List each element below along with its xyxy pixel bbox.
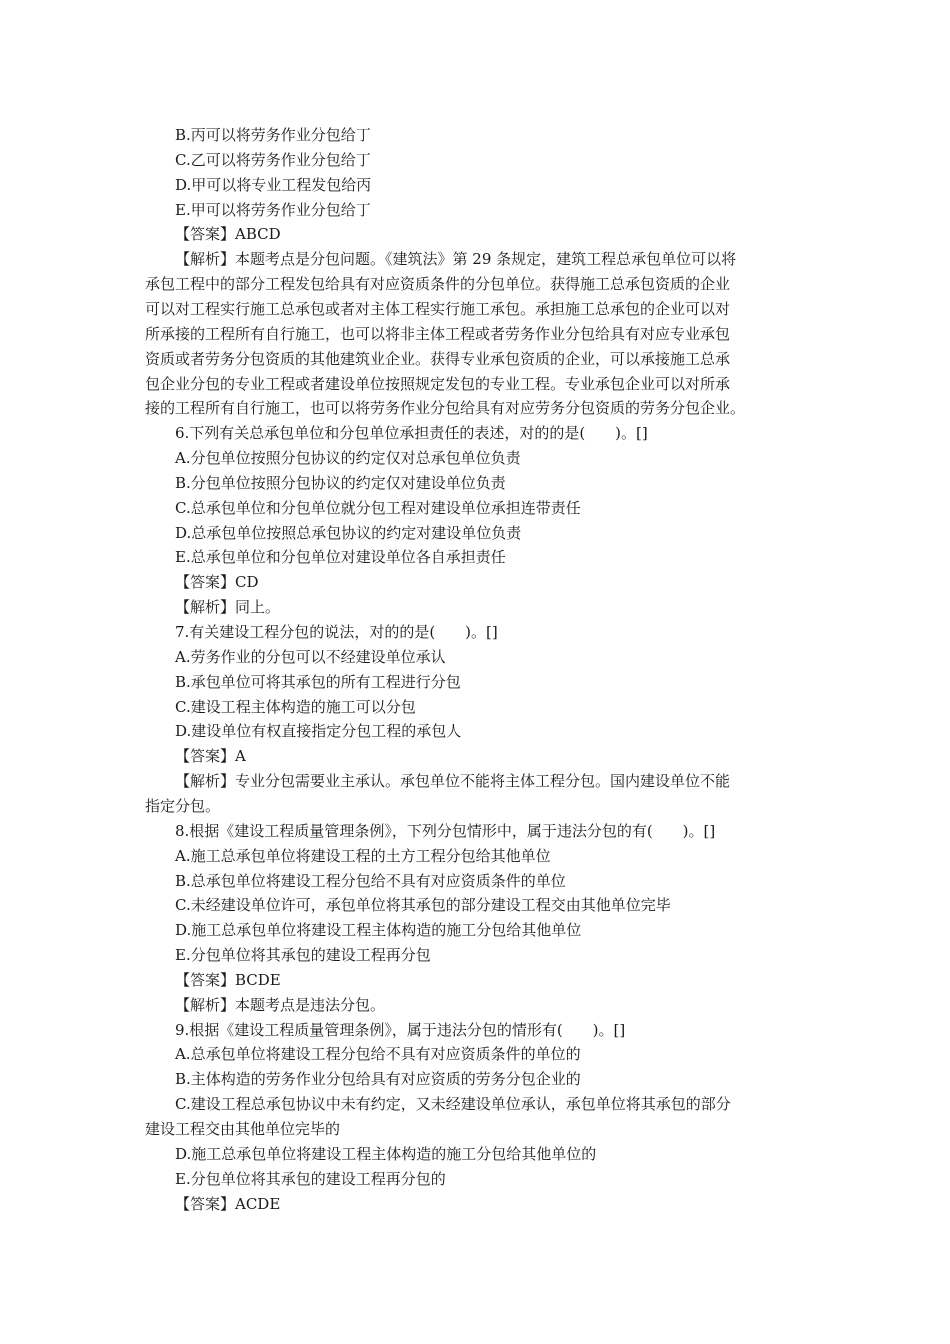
text-line: D.总承包单位按照总承包协议的约定对建设单位负责 — [175, 523, 522, 542]
text-line: A.分包单位按照分包协议的约定仅对总承包单位负责 — [175, 449, 521, 468]
text-line: 8.根据《建设工程质量管理条例》，下列分包情形中，属于违法分包的有( )。[] — [175, 821, 716, 840]
text-line: 【答案】ABCD — [175, 225, 281, 244]
text-line: D.甲可以将专业工程发包给丙 — [175, 175, 372, 194]
text-line: B.承包单位可将其承包的所有工程进行分包 — [175, 672, 461, 691]
text-line: 承包工程中的部分工程发包给具有对应资质条件的分包单位。获得施工总承包资质的企业 — [145, 275, 731, 294]
text-line: 9.根据《建设工程质量管理条例》，属于违法分包的情形有( )。[] — [175, 1020, 626, 1039]
text-line: E.分包单位将其承包的建设工程再分包 — [175, 946, 431, 965]
text-line: 资质或者劳务分包资质的其他建筑业企业。获得专业承包资质的企业，可以承接施工总承 — [145, 349, 731, 368]
text-line: C.乙可以将劳务作业分包给丁 — [175, 150, 371, 169]
text-line: A.劳务作业的分包可以不经建设单位承认 — [175, 647, 446, 666]
text-line: 7.有关建设工程分包的说法，对的的是( )。[] — [175, 623, 498, 641]
text-line: 【答案】ACDE — [175, 1194, 281, 1213]
text-line: D.建设单位有权直接指定分包工程的承包人 — [175, 722, 462, 741]
text-line: 【解析】本题考点是分包问题。《建筑法》第 29 条规定，建筑工程总承包单位可以将 — [175, 250, 737, 269]
text-line: 【答案】A — [175, 747, 246, 766]
text-line: C.总承包单位和分包单位就分包工程对建设单位承担连带责任 — [175, 498, 581, 517]
text-line: B.丙可以将劳务作业分包给丁 — [175, 126, 371, 144]
text-line: 指定分包。 — [145, 796, 221, 815]
text-line: 所承接的工程所有自行施工，也可以将非主体工程或者劳务作业分包给具有对应专业承包 — [145, 324, 731, 343]
text-line: A.施工总承包单位将建设工程的土方工程分包给其他单位 — [175, 846, 551, 865]
text-line: 6.下列有关总承包单位和分包单位承担责任的表述，对的的是( )。[] — [175, 424, 648, 443]
text-line: C.建设工程总承包协议中未有约定，又未经建设单位承认，承包单位将其承包的部分 — [175, 1095, 731, 1114]
text-line: 包企业分包的专业工程或者建设单位按照规定发包的专业工程。专业承包企业可以对所承 — [145, 374, 731, 393]
text-line: E.分包单位将其承包的建设工程再分包的 — [175, 1169, 446, 1188]
text-line: 【解析】专业分包需要业主承认。承包单位不能将主体工程分包。国内建设单位不能 — [175, 772, 731, 791]
text-line: 可以对工程实行施工总承包或者对主体工程实行施工承包。承担施工总承包的企业可以对 — [145, 299, 731, 318]
text-line: B.总承包单位将建设工程分包给不具有对应资质条件的单位 — [175, 871, 566, 890]
text-line: C.未经建设单位许可，承包单位将其承包的部分建设工程交由其他单位完毕 — [175, 896, 671, 915]
text-line: A.总承包单位将建设工程分包给不具有对应资质条件的单位的 — [175, 1045, 581, 1064]
text-line: 【答案】BCDE — [175, 970, 281, 989]
text-line: B.主体构造的劳务作业分包给具有对应资质的劳务分包企业的 — [175, 1070, 581, 1089]
text-line: D.施工总承包单位将建设工程主体构造的施工分包给其他单位的 — [175, 1144, 597, 1163]
text-line: D.施工总承包单位将建设工程主体构造的施工分包给其他单位 — [175, 921, 582, 940]
text-line: 【解析】同上。 — [175, 598, 281, 617]
text-line: E.甲可以将劳务作业分包给丁 — [175, 200, 371, 219]
text-line: 【解析】本题考点是违法分包。 — [175, 995, 386, 1014]
text-line: 建设工程交由其他单位完毕的 — [145, 1120, 341, 1138]
text-line: 接的工程所有自行施工，也可以将劳务作业分包给具有对应劳务分包资质的劳务分包企业。 — [145, 399, 746, 418]
text-line: C.建设工程主体构造的施工可以分包 — [175, 697, 416, 716]
text-line: 【答案】CD — [175, 573, 259, 592]
text-line: B.分包单位按照分包协议的约定仅对建设单位负责 — [175, 473, 506, 492]
text-line: E.总承包单位和分包单位对建设单位各自承担责任 — [175, 548, 506, 567]
